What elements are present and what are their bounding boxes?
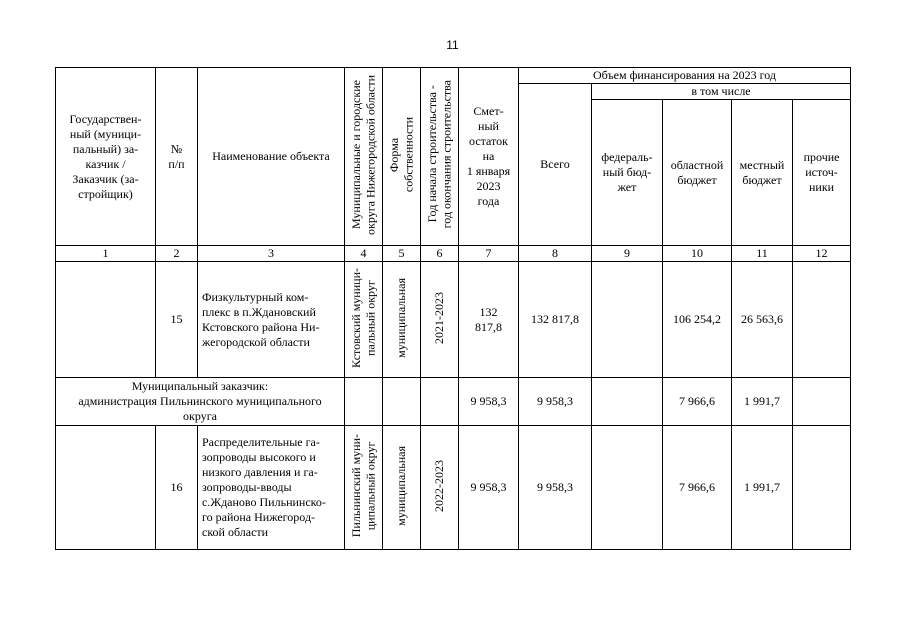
customer-local: 1 991,7 (732, 378, 793, 426)
row16-customer (56, 426, 156, 550)
row16-years: 2022-2023 (421, 426, 459, 550)
row16-local: 1 991,7 (732, 426, 793, 550)
header-district: Муниципальные и городские округа Нижегородской области (345, 68, 383, 246)
page-number: 11 (446, 38, 459, 52)
header-number: № п/п (156, 68, 198, 246)
header-local: местный бюджет (732, 100, 793, 246)
row15-estimate: 132 817,8 (459, 262, 519, 378)
table-row (56, 378, 851, 426)
customer-ownership (383, 378, 421, 426)
header-object-name: Наименование объекта (198, 68, 345, 246)
header-including: в том числе (592, 84, 851, 100)
col-number: 1 (56, 246, 156, 262)
col-number: 2 (156, 246, 198, 262)
customer-total: 9 958,3 (519, 378, 592, 426)
header-funding: Объем финансирования на 2023 год (519, 68, 851, 84)
row15-total: 132 817,8 (519, 262, 592, 378)
customer-regional: 7 966,6 (663, 378, 732, 426)
row15-local: 26 563,6 (732, 262, 793, 378)
row15-years: 2021-2023 (421, 262, 459, 378)
row16-number: 16 (156, 426, 198, 550)
row15-other (793, 262, 851, 378)
col-number: 4 (345, 246, 383, 262)
customer-years (421, 378, 459, 426)
col-number: 6 (421, 246, 459, 262)
row16-other (793, 426, 851, 550)
header-estimate-balance: Смет- ный остаток на 1 января 2023 года (459, 68, 519, 246)
row15-customer (56, 262, 156, 378)
col-number: 7 (459, 246, 519, 262)
customer-estimate: 9 958,3 (459, 378, 519, 426)
header-total: Всего (519, 84, 592, 246)
col-number: 10 (663, 246, 732, 262)
row16-federal (592, 426, 663, 550)
row16-object-name: Распределительные га- зопроводы высокого и низкого давления и га- зопроводы-вводы с.Жданово Пильнинско- го района Нижегород- ской области (198, 426, 345, 550)
row16-regional: 7 966,6 (663, 426, 732, 550)
customer-federal (592, 378, 663, 426)
header-other: прочие источ- ники (793, 100, 851, 246)
col-number: 9 (592, 246, 663, 262)
header-ownership: Форма собственности (383, 68, 421, 246)
header-customer: Государствен- ный (муници- пальный) за- казчик / Заказчик (за- стройщик) (56, 68, 156, 246)
row16-district: Пильнинский муни- ципальный округ (345, 426, 383, 550)
row16-total: 9 958,3 (519, 426, 592, 550)
financing-table (55, 67, 851, 550)
row15-number: 15 (156, 262, 198, 378)
row15-district: Кстовский муници- пальный округ (345, 262, 383, 378)
row15-ownership: муниципальная (383, 262, 421, 378)
col-number: 8 (519, 246, 592, 262)
customer-other (793, 378, 851, 426)
table-row (56, 426, 851, 550)
col-number: 3 (198, 246, 345, 262)
row16-estimate: 9 958,3 (459, 426, 519, 550)
row15-object-name: Физкультурный ком- плекс в п.Ждановский Кстовского района Ни- жегородской области (198, 262, 345, 378)
header-years: Год начала строительства - год окончания строительства (421, 68, 459, 246)
header-federal: федераль- ный бюд- жет (592, 100, 663, 246)
col-number: 11 (732, 246, 793, 262)
col-number: 12 (793, 246, 851, 262)
customer-district (345, 378, 383, 426)
col-number: 5 (383, 246, 421, 262)
row15-federal (592, 262, 663, 378)
customer-label: Муниципальный заказчик: администрация Пильнинского муниципального округа (56, 378, 345, 426)
header-regional: областной бюджет (663, 100, 732, 246)
row16-ownership: муниципальная (383, 426, 421, 550)
table-row (56, 262, 851, 378)
row15-regional: 106 254,2 (663, 262, 732, 378)
